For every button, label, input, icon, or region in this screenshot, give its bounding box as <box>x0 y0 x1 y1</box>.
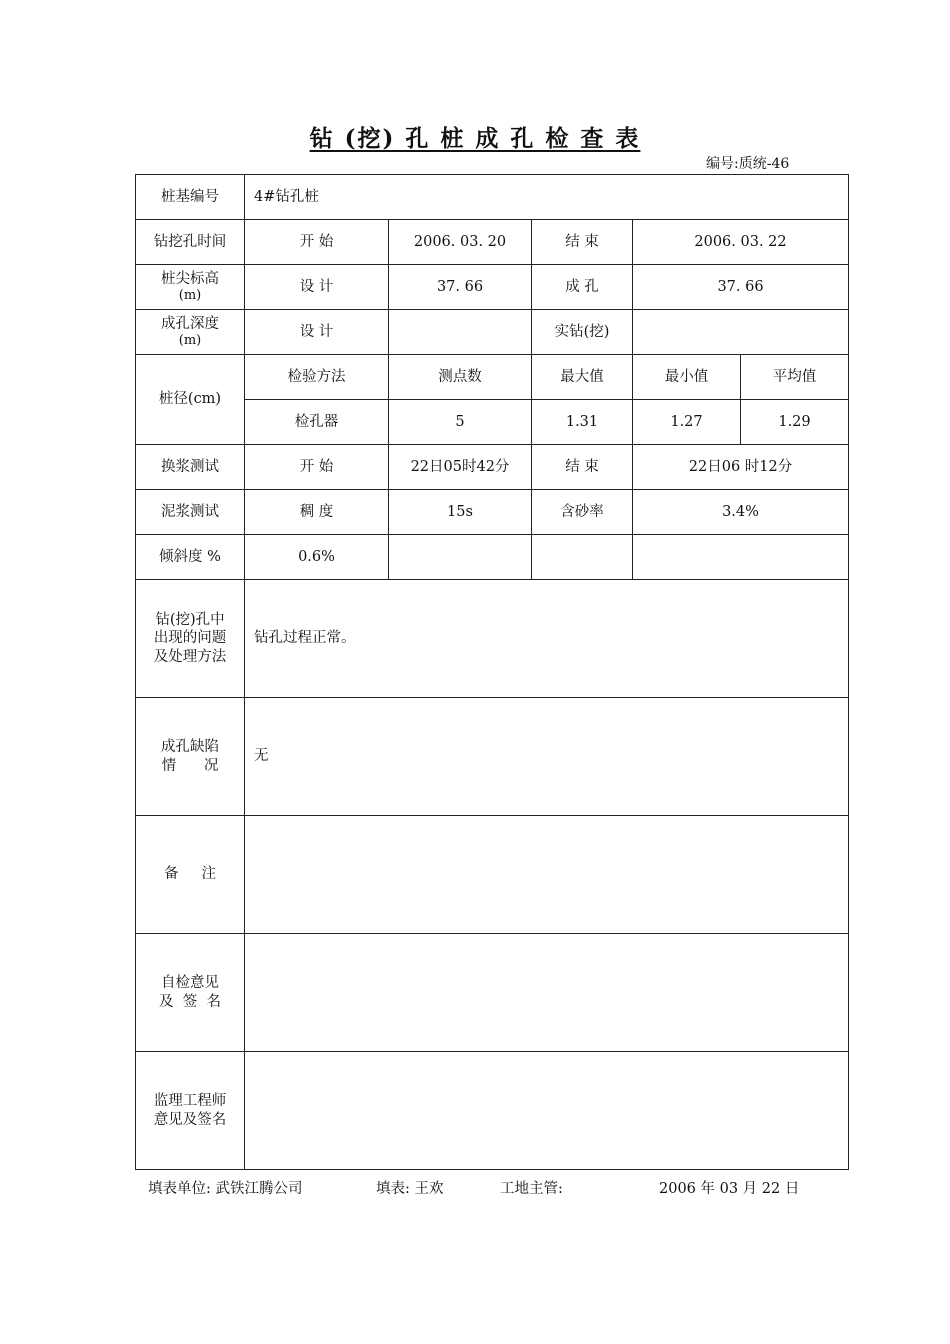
viscosity-value: 15s <box>389 490 532 535</box>
problems-label: 钻(挖)孔中 出现的问题 及处理方法 <box>136 580 245 698</box>
tip-elevation-label: 桩尖标高 (m) <box>136 265 245 310</box>
row-pile-diameter-header <box>136 355 849 400</box>
row-self-check <box>136 934 849 1052</box>
inclination-empty-1 <box>389 535 532 580</box>
remarks-label: 备 注 <box>136 816 245 934</box>
tip-design-value: 37. 66 <box>389 265 532 310</box>
slurry-change-label: 换浆测试 <box>136 445 245 490</box>
diameter-header-min: 最小值 <box>633 355 741 400</box>
row-tip-elevation <box>136 265 849 310</box>
row-pile-number <box>136 175 849 220</box>
row-slurry-test <box>136 490 849 535</box>
sand-content-value: 3.4% <box>633 490 849 535</box>
slurry-change-end-label: 结 束 <box>532 445 633 490</box>
row-defects <box>136 698 849 816</box>
problems-value: 钻孔过程正常。 <box>245 580 849 698</box>
remarks-value <box>245 816 849 934</box>
diameter-header-method: 检验方法 <box>245 355 389 400</box>
depth-actual-value <box>633 310 849 355</box>
depth-actual-label: 实钻(挖) <box>532 310 633 355</box>
row-inclination <box>136 535 849 580</box>
drill-end-value: 2006. 03. 22 <box>633 220 849 265</box>
self-check-value <box>245 934 849 1052</box>
pile-diameter-label: 桩径(cm) <box>136 355 245 445</box>
self-check-label: 自检意见 及 签 名 <box>136 934 245 1052</box>
supervisor-label: 监理工程师 意见及签名 <box>136 1052 245 1170</box>
hole-depth-label: 成孔深度 (m) <box>136 310 245 355</box>
inclination-empty-2 <box>532 535 633 580</box>
drill-time-label: 钻挖孔时间 <box>136 220 245 265</box>
footer-filled-by: 填表: 王欢 <box>376 1181 444 1197</box>
drill-end-label: 结 束 <box>532 220 633 265</box>
form-title: 钻 (挖) 孔 桩 成 孔 检 查 表 <box>309 125 641 152</box>
row-slurry-change <box>136 445 849 490</box>
slurry-change-start-label: 开 始 <box>245 445 389 490</box>
pile-number-value: 4#钻孔桩 <box>245 175 849 220</box>
inspection-form-table <box>135 174 849 1170</box>
drill-start-label: 开 始 <box>245 220 389 265</box>
diameter-max-value: 1.31 <box>532 400 633 445</box>
row-remarks <box>136 816 849 934</box>
slurry-test-label: 泥浆测试 <box>136 490 245 535</box>
inclination-value: 0.6% <box>245 535 389 580</box>
footer-site-manager: 工地主管: <box>500 1181 563 1197</box>
sand-content-label: 含砂率 <box>532 490 633 535</box>
diameter-min-value: 1.27 <box>633 400 741 445</box>
supervisor-value <box>245 1052 849 1170</box>
slurry-change-start-value: 22日05时42分 <box>389 445 532 490</box>
footer-date: 2006 年 03 月 22 日 <box>659 1181 800 1197</box>
row-problems <box>136 580 849 698</box>
row-supervisor <box>136 1052 849 1170</box>
diameter-avg-value: 1.29 <box>741 400 849 445</box>
diameter-header-points: 测点数 <box>389 355 532 400</box>
defects-label: 成孔缺陷 情 况 <box>136 698 245 816</box>
drill-start-value: 2006. 03. 20 <box>389 220 532 265</box>
form-footer <box>148 1177 808 1199</box>
footer-filling-unit: 填表单位: 武铁江腾公司 <box>148 1181 303 1197</box>
inclination-label: 倾斜度 % <box>136 535 245 580</box>
tip-hole-label: 成 孔 <box>532 265 633 310</box>
row-hole-depth <box>136 310 849 355</box>
diameter-method-value: 检孔器 <box>245 400 389 445</box>
tip-design-label: 设 计 <box>245 265 389 310</box>
diameter-header-avg: 平均值 <box>741 355 849 400</box>
tip-hole-value: 37. 66 <box>633 265 849 310</box>
diameter-points-value: 5 <box>389 400 532 445</box>
document-number: 编号:质统-46 <box>706 156 790 172</box>
pile-number-label: 桩基编号 <box>136 175 245 220</box>
depth-design-value <box>389 310 532 355</box>
depth-design-label: 设 计 <box>245 310 389 355</box>
row-drill-time <box>136 220 849 265</box>
slurry-change-end-value: 22日06 时12分 <box>633 445 849 490</box>
viscosity-label: 稠 度 <box>245 490 389 535</box>
defects-value: 无 <box>245 698 849 816</box>
inclination-empty-3 <box>633 535 849 580</box>
diameter-header-max: 最大值 <box>532 355 633 400</box>
